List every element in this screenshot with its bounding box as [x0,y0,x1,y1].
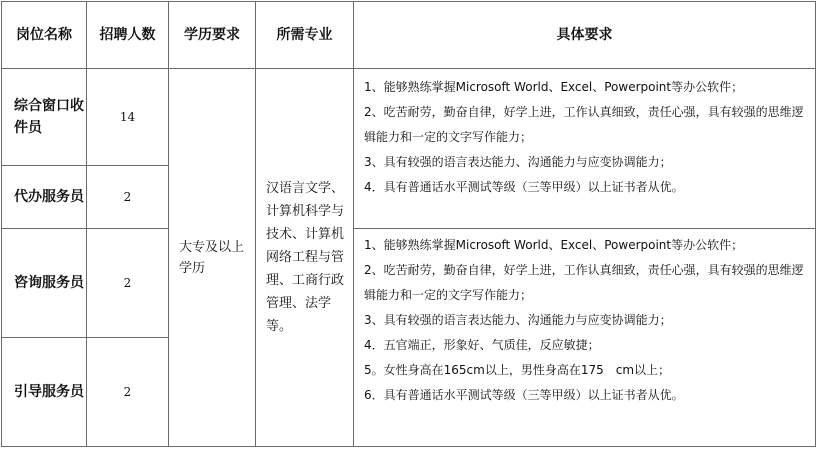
header-count: 招聘人数 [87,2,169,69]
requirement-item: 3、具有较强的语言表达能力、沟通能力与应变协调能力； [364,155,672,169]
requirement-item: 4．五官端正，形象好、气质佳，反应敏捷； [364,338,600,352]
header-major: 所需专业 [256,2,354,69]
requirement-item: 5。女性身高在165cm以上，男性身高在175 cm以上； [364,363,671,377]
requirements-group-1 [354,69,816,229]
table-row [2,229,816,338]
requirement-item: 1、能够熟练掌握Microsoft World、Excel、Powerpoint等办公软件； [364,238,744,252]
header-position: 岗位名称 [2,2,87,69]
education-requirement: 大专及以上学历 [169,69,256,447]
header-education: 学历要求 [169,2,256,69]
position-name: 咨询服务员 [2,229,87,338]
position-count: 2 [87,229,169,338]
position-name: 代办服务员 [2,166,87,229]
requirement-item: 2、吃苦耐劳，勤奋自律，好学上进，工作认真细致，责任心强，具有较强的思维逻辑能力和一定的文字写作能力； [364,105,804,144]
position-name: 引导服务员 [2,338,87,447]
position-name: 综合窗口收件员 [2,69,87,166]
header-requirements: 具体要求 [354,2,816,69]
major-requirement: 汉语言文学、计算机科学与技术、计算机网络工程与管理、工商行政管理、法学等。 [256,69,354,447]
table-row [2,69,816,166]
requirement-item: 1、能够熟练掌握Microsoft World、Excel、Powerpoint等办公软件； [364,80,744,94]
requirement-item: 6．具有普通话水平测试等级（三等甲级）以上证书者从优。 [364,388,684,402]
requirements-group-2 [354,229,816,447]
recruitment-table [1,1,816,447]
requirement-item: 4．具有普通话水平测试等级（三等甲级）以上证书者从优。 [364,180,684,194]
position-count: 2 [87,166,169,229]
requirement-item: 3、具有较强的语言表达能力、沟通能力与应变协调能力； [364,313,672,327]
requirement-item: 2、吃苦耐劳，勤奋自律，好学上进，工作认真细致，责任心强，具有较强的思维逻辑能力和一定的文字写作能力； [364,263,804,302]
position-count: 14 [87,69,169,166]
position-count: 2 [87,338,169,447]
header-row [2,2,816,69]
